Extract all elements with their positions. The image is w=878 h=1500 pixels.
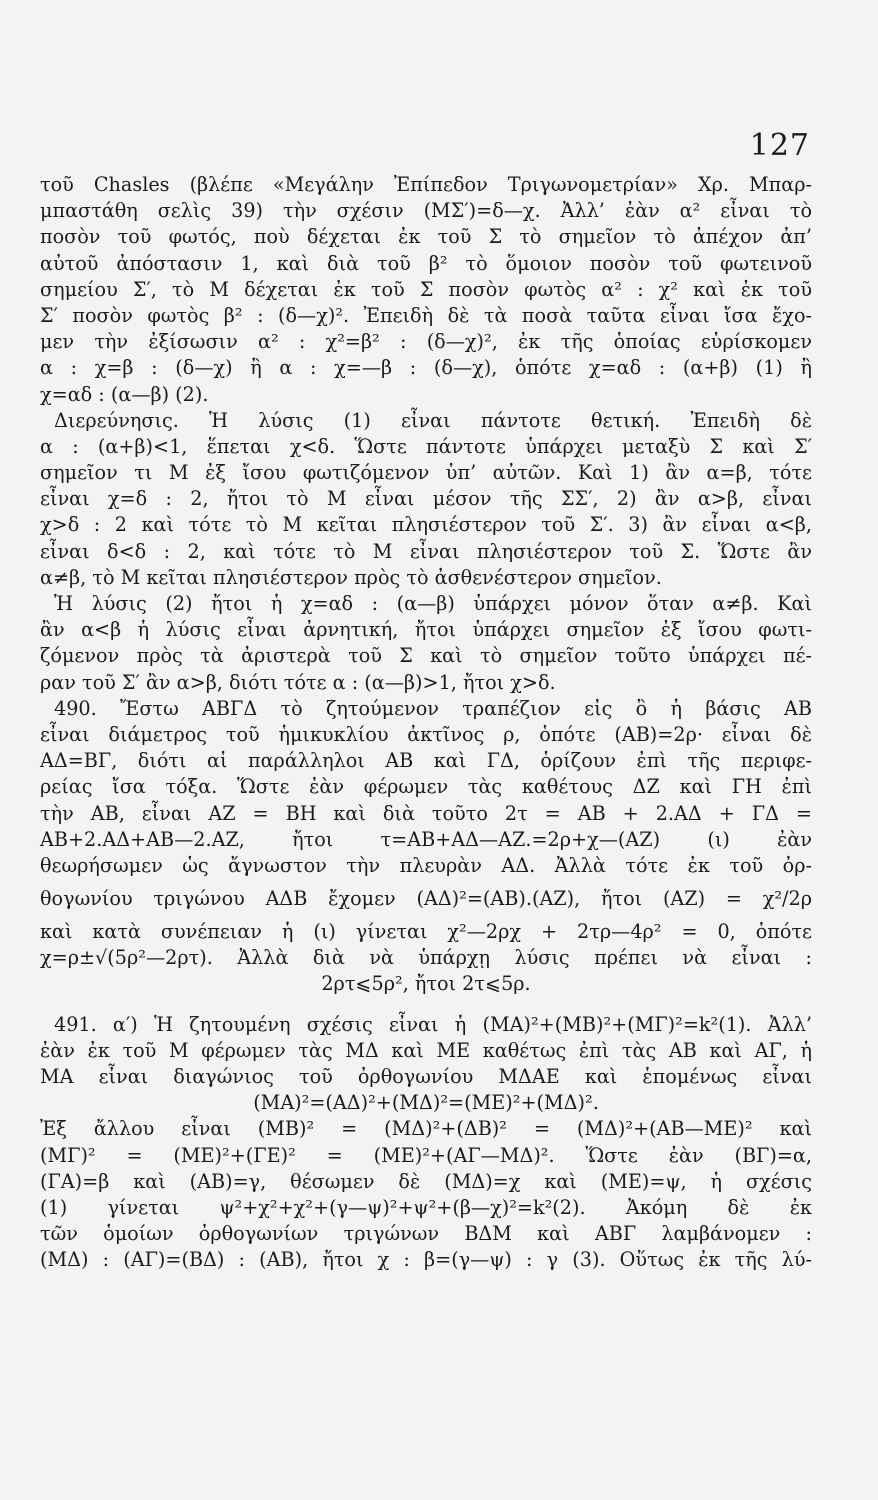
text-line: Ἡ λύσις (2) ἤτοι ἡ χ=αδ : (α—β) ὑπάρχει μόνον ὅταν α≠β. Καὶ xyxy=(54,592,812,615)
text-line: (ΜΑ)²=(ΑΔ)²+(ΜΔ)²=(ΜΕ)²+(ΜΔ)². xyxy=(253,1091,599,1115)
text-line: (ΓΑ)=β καὶ (ΑΒ)=γ, θέσωμεν δὲ (ΜΔ)=χ καὶ (ΜΕ)=ψ, ἡ σχέσις xyxy=(40,1169,812,1193)
text-line: εἶναι διάμετρος τοῦ ἡμικυκλίου ἀκτῖνος ρ, ὁπότε (ΑΒ)=2ρ· εἶναι δὲ xyxy=(40,722,812,746)
text-line: ζόμενον πρὸς τὰ ἀριστερὰ τοῦ Σ καὶ τὸ σημεῖον τοῦτο ὑπάρχει πέ- xyxy=(40,644,812,668)
text-line: μεν τὴν ἐξίσωσιν α² : χ²=β² : (δ—χ)², ἐκ τῆς ὁποίας εὑρίσκομεν xyxy=(40,330,812,354)
text-line: Διερεύνησις. Ἡ λύσις (1) εἶναι πάντοτε θετική. Ἐπειδὴ δὲ xyxy=(54,408,812,432)
text-line: α : χ=β : (δ—χ) ἢ α : χ=—β : (δ—χ), ὁπότε χ=αδ : (α+β) (1) ἢ xyxy=(40,356,812,380)
text-line: ρείας ἴσα τόξα. Ὥστε ἐὰν φέρωμεν τὰς καθέτους ΔΖ καὶ ΓΗ ἐπὶ xyxy=(40,775,812,799)
text-line: χ>δ : 2 καὶ τότε τὸ Μ κεῖται πλησιέστερον τοῦ Σ′. 3) ἂν εἶναι α<β, xyxy=(40,513,812,537)
text-line: χ=αδ : (α—β) (2). xyxy=(40,382,209,406)
text-line: χ=ρ±√(5ρ²—2ρτ). Ἀλλὰ διὰ νὰ ὑπάρχῃ λύσις πρέπει νὰ εἶναι : xyxy=(40,946,812,970)
text-line: ΑΔ=ΒΓ, διότι αἱ παράλληλοι ΑΒ καὶ ΓΔ, ὁρίζουν ἐπὶ τῆς περιφε- xyxy=(40,749,812,773)
text-line: τῶν ὁμοίων ὀρθογωνίων τριγώνων ΒΔΜ καὶ ΑΒΓ λαμβάνομεν : xyxy=(40,1222,812,1246)
text-line: καὶ κατὰ συνέπειαν ἡ (ι) γίνεται χ²—2ρχ + 2τρ—4ρ² = 0, ὁπότε xyxy=(40,920,812,944)
text-line: σημείου Σ′, τὸ Μ δέχεται ἐκ τοῦ Σ ποσὸν φωτὸς α² : χ² καὶ ἐκ τοῦ xyxy=(40,277,812,301)
text-line: 491. α′) Ἡ ζητουμένη σχέσις εἶναι ἡ (ΜΑ)²+(ΜΒ)²+(ΜΓ)²=k²(1). Ἀλλ’ xyxy=(54,1012,812,1036)
text-line: 2ρτ⩽5ρ², ἤτοι 2τ⩽5ρ. xyxy=(321,972,531,996)
text-line: ποσὸν τοῦ φωτός, ποὺ δέχεται ἐκ τοῦ Σ τὸ σημεῖον τὸ ἀπέχον ἀπ’ xyxy=(40,225,812,249)
text-line: τὴν ΑΒ, εἶναι ΑΖ = ΒΗ καὶ διὰ τοῦτο 2τ = ΑΒ + 2.ΑΔ + ΓΔ = xyxy=(40,801,812,825)
text-line: α : (α+β)<1, ἕπεται χ<δ. Ὥστε πάντοτε ὑπάρχει μεταξὺ Σ καὶ Σ′ xyxy=(40,434,812,458)
text-line: Ἐξ ἄλλου εἶναι (ΜΒ)² = (ΜΔ)²+(ΔΒ)² = (ΜΔ)²+(ΑΒ—ΜΕ)² καὶ xyxy=(40,1117,812,1141)
text-line: αὐτοῦ ἀπόστασιν 1, καὶ διὰ τοῦ β² τὸ ὅμοιον ποσὸν τοῦ φωτεινοῦ xyxy=(40,251,812,275)
text-line: θογωνίου τριγώνου ΑΔΒ ἔχομεν (ΑΔ)²=(ΑΒ).(ΑΖ), ἤτοι (ΑΖ) = χ²/2ρ xyxy=(40,887,812,911)
text-line: ραν τοῦ Σ′ ἂν α>β, διότι τότε α : (α—β)>1, ἤτοι χ>δ. xyxy=(40,670,556,694)
text-line: α≠β, τὸ Μ κεῖται πλησιέστερον πρὸς τὸ ἀσθενέστερον σημεῖον. xyxy=(40,565,662,589)
text-line: θεωρήσωμεν ὡς ἄγνωστον τὴν πλευρὰν ΑΔ. Ἀλλὰ τότε ἐκ τοῦ ὀρ- xyxy=(40,853,812,877)
page-number: 127 xyxy=(749,128,810,163)
text-line: (ΜΔ) : (ΑΓ)=(ΒΔ) : (ΑΒ), ἤτοι χ : β=(γ—ψ) : γ (3). Οὕτως ἐκ τῆς λύ- xyxy=(40,1248,812,1272)
text-line: (1) γίνεται ψ²+χ²+χ²+(γ—ψ)²+ψ²+(β—χ)²=k²(2). Ἀκόμη δὲ ἐκ xyxy=(40,1195,812,1219)
text-line: 490. Ἔστω ΑΒΓΔ τὸ ζητούμενον τραπέζιον εἰς ὃ ἡ βάσις ΑΒ xyxy=(54,696,812,720)
text-line: εἶναι δ<δ : 2, καὶ τότε τὸ Μ εἶναι πλησιέστερον τοῦ Σ. Ὥστε ἂν xyxy=(40,539,812,563)
text-line: τοῦ Chasles (βλέπε «Μεγάλην Ἐπίπεδον Τριγωνομετρίαν» Χρ. Μπαρ- xyxy=(40,173,812,196)
text-line: σημεῖον τι Μ ἐξ ἴσου φωτιζόμενον ὑπ’ αὐτῶν. Καὶ 1) ἂν α=β, τότε xyxy=(40,461,812,485)
text-line: ΜΑ εἶναι διαγώνιος τοῦ ὀρθογωνίου ΜΔΑΕ καὶ ἑπομένως εἶναι xyxy=(40,1065,812,1088)
body-text xyxy=(40,172,812,1274)
text-line: μπαστάθη σελὶς 39) τὴν σχέσιν (ΜΣ′)=δ—χ. Ἀλλ’ ἐὰν α² εἶναι τὸ xyxy=(40,199,812,223)
text-line: Σ′ ποσὸν φωτὸς β² : (δ—χ)². Ἐπειδὴ δὲ τὰ ποσὰ ταῦτα εἶναι ἴσα ἔχο- xyxy=(40,303,812,327)
text-line: ΑΒ+2.ΑΔ+ΑΒ—2.ΑΖ, ἤτοι τ=ΑΒ+ΑΔ—ΑΖ.=2ρ+χ—(ΑΖ) (ι) ἐὰν xyxy=(40,827,812,851)
text-line: εἶναι χ=δ : 2, ἤτοι τὸ Μ εἶναι μέσον τῆς ΣΣ′, 2) ἂν α>β, εἶναι xyxy=(40,487,812,511)
text-line: ἂν α<β ἡ λύσις εἶναι ἀρνητική, ἤτοι ὑπάρχει σημεῖον ἐξ ἴσου φωτι- xyxy=(40,618,812,642)
text-line: ἐὰν ἐκ τοῦ Μ φέρωμεν τὰς ΜΔ καὶ ΜΕ καθέτως ἐπὶ τὰς ΑΒ καὶ ΑΓ, ἡ xyxy=(40,1038,812,1062)
text-line: (ΜΓ)² = (ΜΕ)²+(ΓΕ)² = (ΜΕ)²+(ΑΓ—ΜΔ)². Ὥστε ἐὰν (ΒΓ)=α, xyxy=(40,1143,812,1167)
